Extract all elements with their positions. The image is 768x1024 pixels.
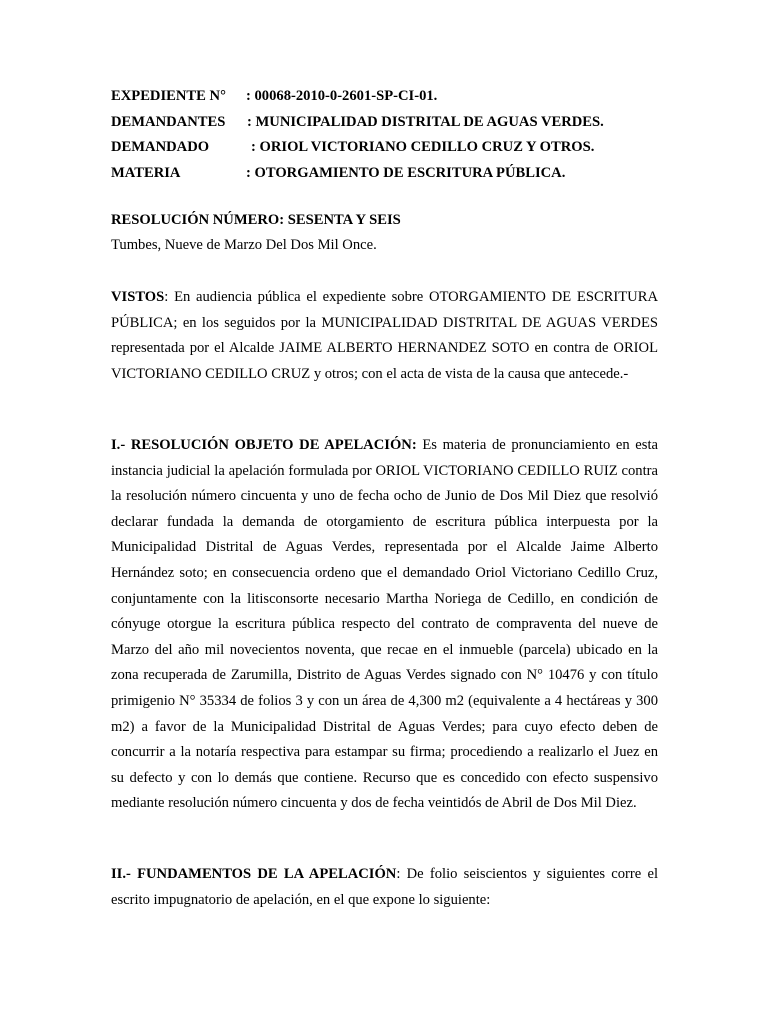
vistos-text: : En audiencia pública el expediente sobre OTORGAMIENTO DE ESCRITURA PÚBLICA; en los seguidos por la MUNICIPALIDAD DISTRITAL DE AGUAS VERDES representada por el Alcalde JAIME ALBERTO HERNANDEZ SOTO en contra de ORIOL VICTORIANO CEDILLO CRUZ y otros; con el acta de vista de la causa que antecede.-	[111, 289, 658, 382]
header-label: EXPEDIENTE N°	[111, 88, 226, 104]
case-header	[111, 84, 604, 186]
header-label: MATERIA	[111, 164, 181, 181]
header-row-demandantes	[111, 110, 604, 136]
section-1-text: Es materia de pronunciamiento en esta instancia judicial la apelación formulada por ORIOL VICTORIANO CEDILLO RUIZ contra la resolución número cincuenta y uno de fecha ocho de Junio de Dos Mil Diez que resolvió declarar fundada la demanda de otorgamiento de escritura pública interpuesta por la Municipalidad Distrital de Aguas Verdes, representada por el Alcalde Jaime Alberto Hernández soto; en consecuencia ordeno que el demandado Oriol Victoriano Cedillo Cruz, conjuntamente con la litisconsorte necesario Martha Noriega de Cedillo, en condición de cónyuge otorgue la escritura pública respecto del contrato de compraventa del nueve de Marzo del año mil novecientos noventa, que recae en el inmueble (parcela) ubicado en la zona recuperada de Zarumilla, Distrito de Aguas Verdes signado con N° 10476 y con título primigenio N° 35334 de folios 3 y con un área de 4,300 m2 (equivalente a 4 hectáreas y 300 m2) a favor de la Municipalidad Distrital de Aguas Verdes; para cuyo efecto deben de concurrir a la notaría respectiva para estampar su firma; procediendo a realizarlo el Juez en su defecto y con lo demás que contiene. Recurso que es concedido con efecto suspensivo mediante resolución número cincuenta y dos de fecha veintidós de Abril de Dos Mil Diez.	[111, 437, 658, 812]
section-2-paragraph	[111, 862, 658, 913]
section-1-paragraph	[111, 433, 658, 817]
header-row-expediente	[111, 84, 604, 110]
header-row-demandado	[111, 135, 604, 161]
header-value: : MUNICIPALIDAD DISTRITAL DE AGUAS VERDES.	[247, 113, 604, 130]
header-value: : 00068-2010-0-2601-SP-CI-01.	[246, 88, 438, 104]
header-label: DEMANDANTES	[111, 113, 226, 130]
resolution-title: RESOLUCIÓN NÚMERO: SESENTA Y SEIS	[111, 212, 401, 228]
resolution-place-date: Tumbes, Nueve de Marzo Del Dos Mil Once.	[111, 237, 377, 253]
vistos-paragraph	[111, 285, 658, 387]
vistos-heading: VISTOS	[111, 289, 165, 305]
header-label: DEMANDADO	[111, 139, 210, 155]
section-2-text: : De folio seiscientos y siguientes corre el escrito impugnatorio de apelación, en el que expone lo siguiente:	[111, 866, 658, 908]
header-value: : ORIOL VICTORIANO CEDILLO CRUZ Y OTROS.	[251, 139, 595, 155]
header-row-materia	[111, 161, 604, 187]
section-1-heading: I.- RESOLUCIÓN OBJETO DE APELACIÓN:	[111, 437, 417, 453]
header-value: : OTORGAMIENTO DE ESCRITURA PÚBLICA.	[246, 164, 566, 181]
section-2-heading: II.- FUNDAMENTOS DE LA APELACIÓN	[111, 866, 397, 882]
